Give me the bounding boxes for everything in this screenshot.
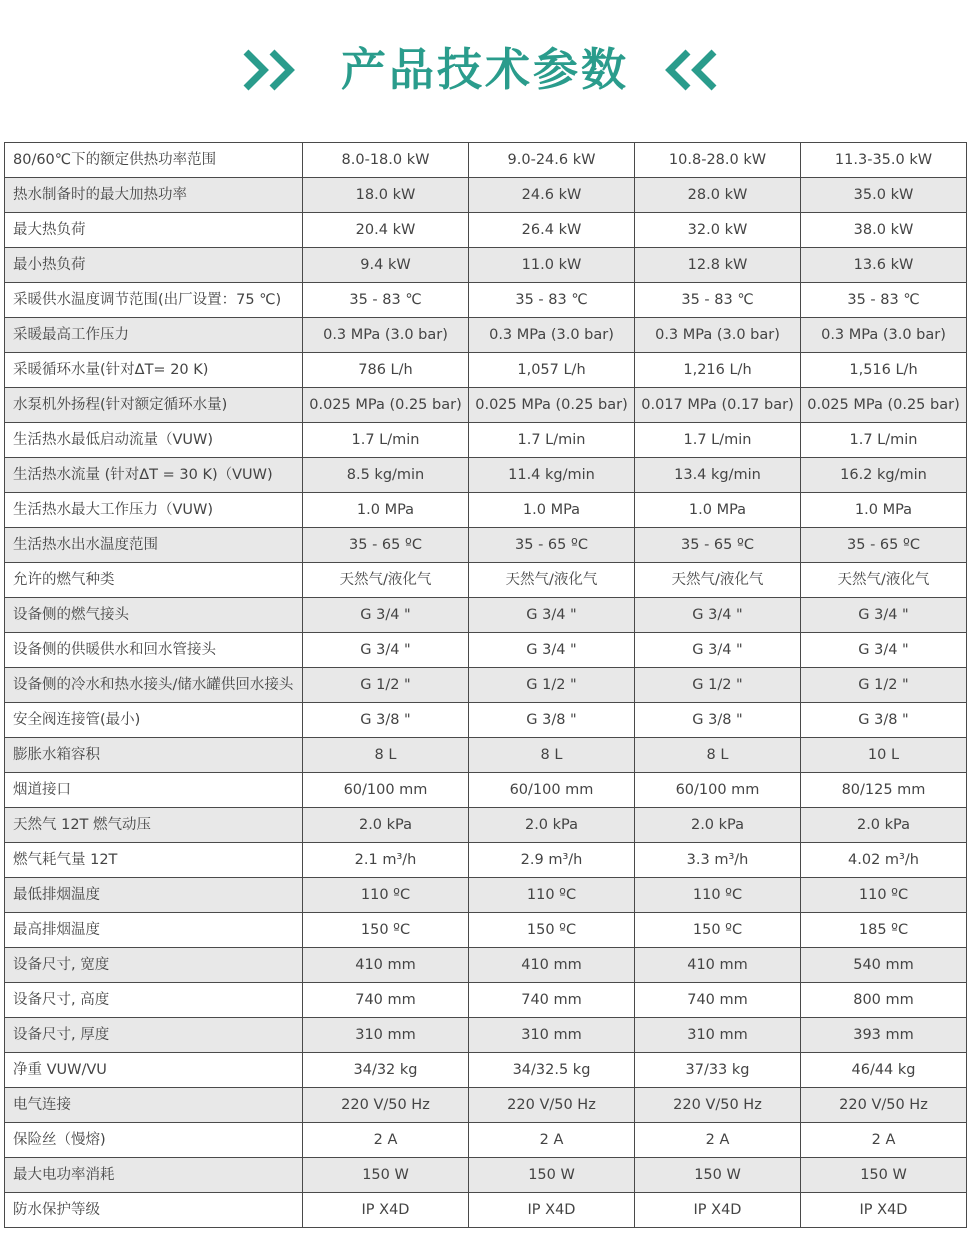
row-value: 150 W <box>801 1158 967 1193</box>
row-value: 0.017 MPa (0.17 bar) <box>635 388 801 423</box>
row-value: 1.7 L/min <box>303 423 469 458</box>
page-title: 产品技术参数 <box>340 43 629 96</box>
table-row <box>5 948 967 983</box>
row-value: 110 ºC <box>635 878 801 913</box>
row-value: 天然气/液化气 <box>303 563 469 598</box>
row-value: G 3/4 " <box>635 598 801 633</box>
row-value: 310 mm <box>303 1018 469 1053</box>
row-value: 8.0-18.0 kW <box>303 143 469 178</box>
row-value: 8 L <box>303 738 469 773</box>
row-label: 设备侧的供暖供水和回水管接头 <box>5 633 303 668</box>
row-value: 28.0 kW <box>635 178 801 213</box>
row-value: 410 mm <box>303 948 469 983</box>
row-value: 740 mm <box>469 983 635 1018</box>
row-value: 2 A <box>469 1123 635 1158</box>
row-value: 110 ºC <box>469 878 635 913</box>
table-row <box>5 388 967 423</box>
row-value: 1.0 MPa <box>801 493 967 528</box>
row-value: 0.3 MPa (3.0 bar) <box>635 318 801 353</box>
row-value: 24.6 kW <box>469 178 635 213</box>
table-row <box>5 983 967 1018</box>
page-header <box>0 0 970 142</box>
row-value: 2.0 kPa <box>469 808 635 843</box>
row-value: IP X4D <box>303 1193 469 1228</box>
row-value: 1,216 L/h <box>635 353 801 388</box>
row-label: 最大热负荷 <box>5 213 303 248</box>
double-chevron-left-icon <box>660 44 722 96</box>
row-value: 35 - 65 ºC <box>303 528 469 563</box>
row-value: 150 W <box>303 1158 469 1193</box>
row-value: G 3/8 " <box>635 703 801 738</box>
row-value: 天然气/液化气 <box>635 563 801 598</box>
row-value: G 3/4 " <box>303 598 469 633</box>
row-value: 1.0 MPa <box>635 493 801 528</box>
row-value: 32.0 kW <box>635 213 801 248</box>
row-value: 800 mm <box>801 983 967 1018</box>
row-label: 最低排烟温度 <box>5 878 303 913</box>
row-label: 生活热水最低启动流量（VUW) <box>5 423 303 458</box>
row-value: 0.025 MPa (0.25 bar) <box>469 388 635 423</box>
row-value: G 1/2 " <box>801 668 967 703</box>
row-value: 天然气/液化气 <box>469 563 635 598</box>
row-value: 185 ºC <box>801 913 967 948</box>
row-value: G 1/2 " <box>303 668 469 703</box>
row-label: 设备尺寸, 高度 <box>5 983 303 1018</box>
row-value: IP X4D <box>469 1193 635 1228</box>
row-value: G 3/4 " <box>635 633 801 668</box>
table-row <box>5 843 967 878</box>
row-value: 4.02 m³/h <box>801 843 967 878</box>
row-value: 26.4 kW <box>469 213 635 248</box>
row-label: 热水制备时的最大加热功率 <box>5 178 303 213</box>
row-value: 35 - 65 ºC <box>469 528 635 563</box>
row-label: 采暖循环水量(针对ΔT= 20 K) <box>5 353 303 388</box>
row-value: 10 L <box>801 738 967 773</box>
row-value: 46/44 kg <box>801 1053 967 1088</box>
row-label: 保险丝（慢熔) <box>5 1123 303 1158</box>
row-value: 35 - 83 ℃ <box>635 283 801 318</box>
row-label: 膨胀水箱容积 <box>5 738 303 773</box>
row-value: 0.3 MPa (3.0 bar) <box>469 318 635 353</box>
row-value: 8 L <box>635 738 801 773</box>
row-value: 2 A <box>801 1123 967 1158</box>
row-value: 37/33 kg <box>635 1053 801 1088</box>
table-row <box>5 213 967 248</box>
table-row <box>5 1123 967 1158</box>
spec-table <box>4 142 967 1228</box>
row-value: 35 - 65 ºC <box>635 528 801 563</box>
row-value: 0.025 MPa (0.25 bar) <box>303 388 469 423</box>
row-value: IP X4D <box>801 1193 967 1228</box>
row-value: 1.0 MPa <box>469 493 635 528</box>
row-value: 9.4 kW <box>303 248 469 283</box>
table-row <box>5 423 967 458</box>
row-label: 允许的燃气种类 <box>5 563 303 598</box>
row-value: 35 - 83 ℃ <box>801 283 967 318</box>
row-value: 天然气/液化气 <box>801 563 967 598</box>
table-row <box>5 178 967 213</box>
row-value: 12.8 kW <box>635 248 801 283</box>
row-value: G 3/8 " <box>801 703 967 738</box>
row-value: 110 ºC <box>303 878 469 913</box>
row-value: 2 A <box>635 1123 801 1158</box>
row-value: IP X4D <box>635 1193 801 1228</box>
row-label: 80/60℃下的额定供热功率范围 <box>5 143 303 178</box>
row-label: 防水保护等级 <box>5 1193 303 1228</box>
row-value: 60/100 mm <box>635 773 801 808</box>
row-value: 410 mm <box>635 948 801 983</box>
row-value: 35.0 kW <box>801 178 967 213</box>
row-label: 生活热水最大工作压力（VUW) <box>5 493 303 528</box>
row-value: G 3/4 " <box>469 598 635 633</box>
row-value: 35 - 65 ºC <box>801 528 967 563</box>
row-value: 740 mm <box>303 983 469 1018</box>
table-row <box>5 1193 967 1228</box>
row-value: G 1/2 " <box>635 668 801 703</box>
row-label: 设备尺寸, 厚度 <box>5 1018 303 1053</box>
row-value: 150 ºC <box>303 913 469 948</box>
table-row <box>5 703 967 738</box>
row-value: 3.3 m³/h <box>635 843 801 878</box>
row-value: 1.7 L/min <box>469 423 635 458</box>
row-value: 9.0-24.6 kW <box>469 143 635 178</box>
row-value: 410 mm <box>469 948 635 983</box>
row-value: 1,516 L/h <box>801 353 967 388</box>
row-value: G 1/2 " <box>469 668 635 703</box>
table-row <box>5 528 967 563</box>
row-value: 1,057 L/h <box>469 353 635 388</box>
row-label: 设备尺寸, 宽度 <box>5 948 303 983</box>
row-value: 2 A <box>303 1123 469 1158</box>
row-label: 最高排烟温度 <box>5 913 303 948</box>
row-value: 16.2 kg/min <box>801 458 967 493</box>
row-value: 2.0 kPa <box>801 808 967 843</box>
row-value: 220 V/50 Hz <box>303 1088 469 1123</box>
row-value: 11.0 kW <box>469 248 635 283</box>
table-row <box>5 143 967 178</box>
row-value: 220 V/50 Hz <box>801 1088 967 1123</box>
row-label: 设备侧的燃气接头 <box>5 598 303 633</box>
table-row <box>5 353 967 388</box>
row-value: G 3/4 " <box>801 598 967 633</box>
table-row <box>5 1018 967 1053</box>
row-value: G 3/4 " <box>469 633 635 668</box>
row-label: 烟道接口 <box>5 773 303 808</box>
table-row <box>5 493 967 528</box>
table-row <box>5 458 967 493</box>
row-value: 13.4 kg/min <box>635 458 801 493</box>
row-label: 设备侧的冷水和热水接头/储水罐供回水接头 <box>5 668 303 703</box>
row-value: 1.7 L/min <box>801 423 967 458</box>
row-value: 540 mm <box>801 948 967 983</box>
table-row <box>5 283 967 318</box>
row-label: 水泵机外扬程(针对额定循环水量) <box>5 388 303 423</box>
row-label: 燃气耗气量 12T <box>5 843 303 878</box>
row-value: 11.3-35.0 kW <box>801 143 967 178</box>
row-value: 150 W <box>635 1158 801 1193</box>
row-value: 60/100 mm <box>303 773 469 808</box>
row-value: 38.0 kW <box>801 213 967 248</box>
table-row <box>5 808 967 843</box>
row-value: 34/32.5 kg <box>469 1053 635 1088</box>
row-label: 采暖供水温度调节范围(出厂设置：75 ℃) <box>5 283 303 318</box>
row-value: 740 mm <box>635 983 801 1018</box>
table-row <box>5 878 967 913</box>
row-value: 60/100 mm <box>469 773 635 808</box>
row-value: 310 mm <box>469 1018 635 1053</box>
row-value: 0.025 MPa (0.25 bar) <box>801 388 967 423</box>
row-value: 310 mm <box>635 1018 801 1053</box>
row-value: 35 - 83 ℃ <box>303 283 469 318</box>
table-row <box>5 668 967 703</box>
row-value: 786 L/h <box>303 353 469 388</box>
row-value: G 3/4 " <box>801 633 967 668</box>
spec-table-body <box>5 143 967 1228</box>
row-label: 天然气 12T 燃气动压 <box>5 808 303 843</box>
table-row <box>5 318 967 353</box>
table-row <box>5 633 967 668</box>
row-value: 18.0 kW <box>303 178 469 213</box>
row-value: G 3/8 " <box>469 703 635 738</box>
row-value: 10.8-28.0 kW <box>635 143 801 178</box>
table-row <box>5 598 967 633</box>
row-value: 35 - 83 ℃ <box>469 283 635 318</box>
table-row <box>5 1088 967 1123</box>
row-value: 80/125 mm <box>801 773 967 808</box>
row-value: 110 ºC <box>801 878 967 913</box>
row-value: 2.9 m³/h <box>469 843 635 878</box>
row-value: 1.7 L/min <box>635 423 801 458</box>
table-row <box>5 563 967 598</box>
row-value: 0.3 MPa (3.0 bar) <box>303 318 469 353</box>
row-value: 220 V/50 Hz <box>469 1088 635 1123</box>
row-value: 2.0 kPa <box>635 808 801 843</box>
row-label: 生活热水流量 (针对ΔT = 30 K)（VUW) <box>5 458 303 493</box>
table-row <box>5 738 967 773</box>
row-value: 2.1 m³/h <box>303 843 469 878</box>
row-label: 最大电功率消耗 <box>5 1158 303 1193</box>
row-label: 电气连接 <box>5 1088 303 1123</box>
table-row <box>5 773 967 808</box>
row-label: 生活热水出水温度范围 <box>5 528 303 563</box>
row-label: 最小热负荷 <box>5 248 303 283</box>
table-row <box>5 248 967 283</box>
table-row <box>5 1053 967 1088</box>
row-value: G 3/4 " <box>303 633 469 668</box>
row-value: 1.0 MPa <box>303 493 469 528</box>
row-value: 150 W <box>469 1158 635 1193</box>
table-row <box>5 913 967 948</box>
row-value: 150 ºC <box>635 913 801 948</box>
row-value: 0.3 MPa (3.0 bar) <box>801 318 967 353</box>
row-value: 20.4 kW <box>303 213 469 248</box>
double-chevron-right-icon <box>240 44 302 96</box>
table-row <box>5 1158 967 1193</box>
row-label: 采暖最高工作压力 <box>5 318 303 353</box>
row-label: 安全阀连接管(最小) <box>5 703 303 738</box>
row-value: 34/32 kg <box>303 1053 469 1088</box>
row-value: 393 mm <box>801 1018 967 1053</box>
row-value: G 3/8 " <box>303 703 469 738</box>
row-value: 220 V/50 Hz <box>635 1088 801 1123</box>
row-value: 150 ºC <box>469 913 635 948</box>
row-value: 2.0 kPa <box>303 808 469 843</box>
row-value: 8 L <box>469 738 635 773</box>
row-label: 净重 VUW/VU <box>5 1053 303 1088</box>
row-value: 11.4 kg/min <box>469 458 635 493</box>
row-value: 13.6 kW <box>801 248 967 283</box>
row-value: 8.5 kg/min <box>303 458 469 493</box>
